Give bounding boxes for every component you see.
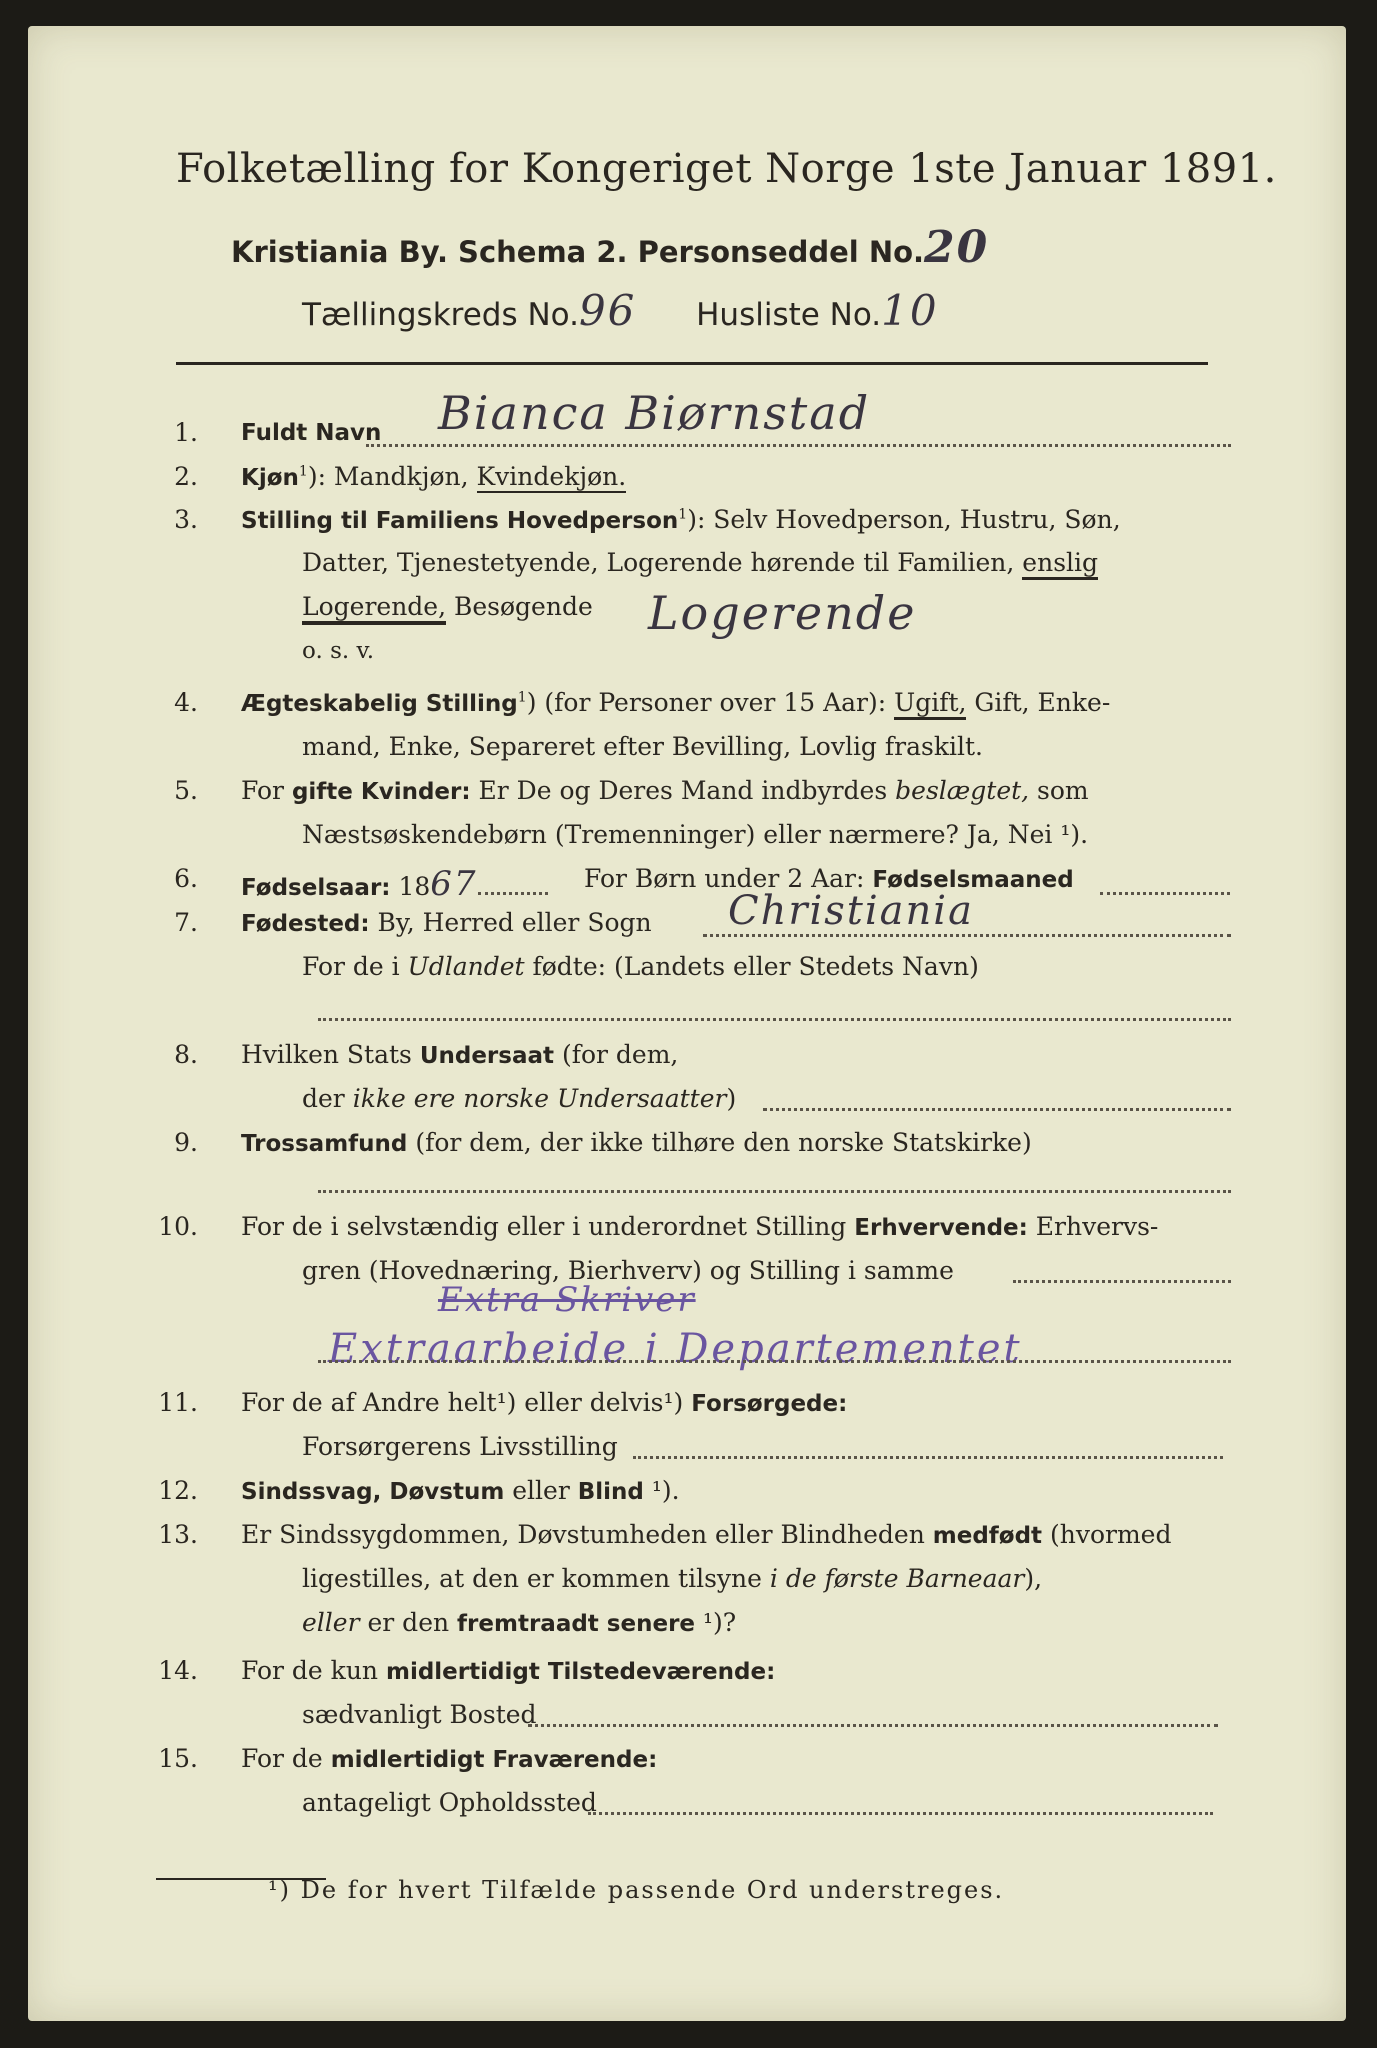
item-12-mid: eller — [504, 1476, 578, 1505]
item-13-pre: Er Sindssygdommen, Døvstumheden eller Blindheden — [241, 1520, 933, 1549]
taellingskreds-number: 96 — [578, 286, 637, 335]
item-12-line — [241, 1476, 680, 1505]
item-6-number: 6. — [174, 864, 198, 893]
item-5-line1-end: som — [1029, 776, 1089, 805]
item-3-line2 — [302, 548, 1098, 577]
item-3-line3-rest: Besøgende — [446, 592, 593, 621]
item-8-rest: (for dem, — [554, 1040, 679, 1069]
item-7-value: Christiania — [728, 888, 974, 934]
item-3-label: Stilling til Familiens Hovedperson — [241, 508, 679, 534]
item-13-line2-rest: ), — [1024, 1564, 1043, 1593]
item-6-label2: Fødselsmaaned — [872, 867, 1074, 893]
item-15-line2: antageligt Opholdssted — [302, 1788, 597, 1817]
item-12-label2: Blind — [577, 1479, 644, 1505]
item-14-dots — [528, 1724, 1218, 1727]
item-8-line2-pre: der — [302, 1084, 353, 1113]
item-11-pre: For de af Andre helt¹) eller delvis¹) — [241, 1388, 692, 1417]
item-14-pre: For de kun — [241, 1656, 386, 1685]
item-7-line2-rest: fødte: (Landets eller Stedets Navn) — [524, 952, 979, 981]
item-2-underlined: Kvindekjøn. — [476, 462, 627, 491]
item-13-rest: (hvormed — [1042, 1520, 1172, 1549]
item-2-sup: 1 — [298, 463, 308, 480]
item-11-line1 — [241, 1388, 847, 1417]
item-11-dots — [633, 1456, 1223, 1459]
item-3-line2-text: Datter, Tjenestetyende, Logerende hørende til Familien, — [302, 548, 1023, 577]
item-3-number: 3. — [174, 505, 198, 534]
item-15-number: 15. — [158, 1744, 198, 1773]
item-3-sup: 1 — [678, 506, 688, 523]
item-5-italic: beslægtet, — [895, 776, 1030, 805]
item-8-line2-italic: ikke ere norske Undersaatter — [352, 1084, 727, 1113]
item-13-label: medfødt — [932, 1523, 1043, 1549]
item-9-rest: (for dem, der ikke tilhøre den norske Statskirke) — [407, 1128, 1032, 1157]
item-6-year-value: 67 — [430, 864, 478, 904]
item-15-pre: For de — [241, 1744, 331, 1773]
item-7-text: By, Herred eller Sogn — [369, 908, 652, 937]
item-6-year-dots — [478, 892, 548, 895]
item-14-line1 — [241, 1656, 775, 1685]
item-5-line2: Næstsøskendebørn (Tremenninger) eller nærmere? Ja, Nei ¹). — [302, 820, 1089, 849]
item-2-text: ): Mandkjøn, — [307, 462, 477, 491]
husliste-number: 10 — [881, 286, 939, 335]
item-8-label: Undersaat — [419, 1043, 554, 1069]
item-6-month-dots — [1100, 892, 1230, 895]
form-subtitle — [231, 222, 989, 273]
item-10-pre: For de i selvstændig eller i underordnet Stilling — [241, 1212, 855, 1241]
item-1-label: Fuldt Navn — [241, 420, 382, 446]
item-13-line1 — [241, 1520, 1171, 1549]
item-8-number: 8. — [174, 1040, 198, 1069]
item-7-number: 7. — [174, 908, 198, 937]
personseddel-number: 20 — [924, 222, 990, 273]
item-6-line — [241, 864, 478, 904]
item-4-ugift: Ugift, — [894, 688, 966, 720]
item-13-line3 — [302, 1608, 736, 1637]
item-13-line3-rest: ¹)? — [695, 1608, 737, 1637]
item-11-number: 11. — [158, 1388, 198, 1417]
header-rule — [176, 362, 1208, 365]
item-6-year-prefix: 18 — [390, 872, 431, 901]
item-15-line1 — [241, 1744, 657, 1773]
item-11-line2: Forsørgerens Livsstilling — [302, 1432, 618, 1461]
item-13-number: 13. — [158, 1520, 198, 1549]
item-8-line2 — [302, 1084, 736, 1113]
item-10-struck-value: Extra Skriver — [438, 1280, 696, 1320]
item-10-line3-dots — [318, 1360, 1231, 1363]
item-2-line — [241, 462, 626, 491]
item-1-dots — [366, 444, 1231, 447]
item-13-line3-pre: er den — [359, 1608, 458, 1637]
district-line — [302, 286, 939, 335]
item-3-value: Logerende — [648, 586, 917, 640]
item-4-sup: 1 — [517, 689, 527, 706]
item-5-label: gifte Kvinder: — [291, 779, 471, 805]
item-2-label: Kjøn — [241, 465, 299, 491]
census-form — [28, 26, 1346, 2021]
item-10-line1 — [241, 1212, 1158, 1241]
footnote: ¹) De for hvert Tilfælde passende Ord understreges. — [268, 1876, 1005, 1904]
item-1-value: Bianca Biørnstad — [438, 386, 871, 440]
item-13-line2-pre: ligestilles, at den er kommen tilsyne — [302, 1564, 770, 1593]
item-14-line2: sædvanligt Bosted — [302, 1700, 537, 1729]
item-10-value: Extraarbeide i Departementet — [328, 1326, 1023, 1372]
item-5-pre: For — [241, 776, 292, 805]
item-7-line1 — [241, 908, 652, 937]
item-7-dots — [703, 934, 1231, 937]
item-9-number: 9. — [174, 1128, 198, 1157]
item-4-line2: mand, Enke, Separeret efter Bevilling, Lovlig fraskilt. — [302, 732, 983, 761]
item-10-label: Erhvervende: — [854, 1215, 1028, 1241]
item-12-label: Sindssvag, Døvstum — [241, 1479, 505, 1505]
item-8-pre: Hvilken Stats — [241, 1040, 420, 1069]
item-12-number: 12. — [158, 1476, 198, 1505]
item-13-line3-italic: eller — [302, 1608, 360, 1637]
item-13-line2 — [302, 1564, 1042, 1593]
item-14-label: midlertidigt Tilstedeværende: — [385, 1659, 776, 1685]
item-5-number: 5. — [174, 776, 198, 805]
item-11-label: Forsørgede: — [691, 1391, 848, 1417]
item-14-number: 14. — [158, 1656, 198, 1685]
item-8-line1 — [241, 1040, 678, 1069]
item-3-line1-rest: ): Selv Hovedperson, Hustru, Søn, — [687, 505, 1121, 534]
item-7-line3-dots — [318, 1018, 1231, 1021]
item-10-line2: gren (Hovednæring, Bierhverv) og Stilling i samme — [302, 1256, 954, 1285]
item-7-line2-italic: Udlandet — [407, 952, 525, 981]
item-9-label: Trossamfund — [241, 1131, 408, 1157]
item-4-number: 4. — [174, 688, 198, 717]
subtitle-text: Kristiania By. Schema 2. Personseddel No. — [231, 235, 925, 269]
item-3-line4: o. s. v. — [302, 638, 375, 664]
item-13-line2-italic: i de første Barneaar — [769, 1564, 1025, 1593]
item-8-dots — [763, 1108, 1231, 1111]
item-15-label: midlertidigt Fraværende: — [330, 1747, 658, 1773]
item-3-enslig: enslig — [1022, 548, 1098, 580]
item-9-line — [241, 1128, 1032, 1157]
item-5-line1-rest: Er De og Deres Mand indbyrdes — [470, 776, 896, 805]
item-15-dots — [588, 1812, 1213, 1815]
item-8-line2-rest: ) — [726, 1084, 737, 1113]
taellingskreds-label: Tællingskreds No. — [302, 297, 579, 333]
item-1-number: 1. — [174, 418, 198, 447]
husliste-label: Husliste No. — [696, 297, 882, 333]
item-12-rest: ¹). — [643, 1476, 680, 1505]
item-4-line1-rest: ) (for Personer over 15 Aar): — [526, 688, 895, 717]
item-9-dots — [318, 1190, 1231, 1193]
item-5-line1 — [241, 776, 1089, 805]
item-7-label: Fødested: — [241, 911, 370, 937]
form-title: Folketælling for Kongeriget Norge 1ste Januar 1891. — [176, 146, 1277, 192]
item-3-logerende-ul: Logerende, — [302, 592, 446, 625]
item-6-label: Fødselsaar: — [241, 875, 391, 901]
item-4-label: Ægteskabelig Stilling — [241, 691, 518, 717]
item-7-line2 — [302, 952, 979, 981]
item-3-line3 — [302, 592, 593, 621]
item-13-line3-bold: fremtraadt senere — [457, 1611, 696, 1637]
item-10-rest: Erhvervs- — [1027, 1212, 1159, 1241]
item-4-line1 — [241, 688, 1110, 717]
item-7-line2-pre: For de i — [302, 952, 408, 981]
item-4-line1-end: Gift, Enke- — [966, 688, 1111, 717]
item-3-line1 — [241, 505, 1121, 534]
item-10-line2-dots — [1013, 1280, 1231, 1283]
item-2-number: 2. — [174, 462, 198, 491]
item-10-number: 10. — [158, 1212, 198, 1241]
item-6-mid: For Børn under 2 Aar: — [584, 864, 873, 893]
